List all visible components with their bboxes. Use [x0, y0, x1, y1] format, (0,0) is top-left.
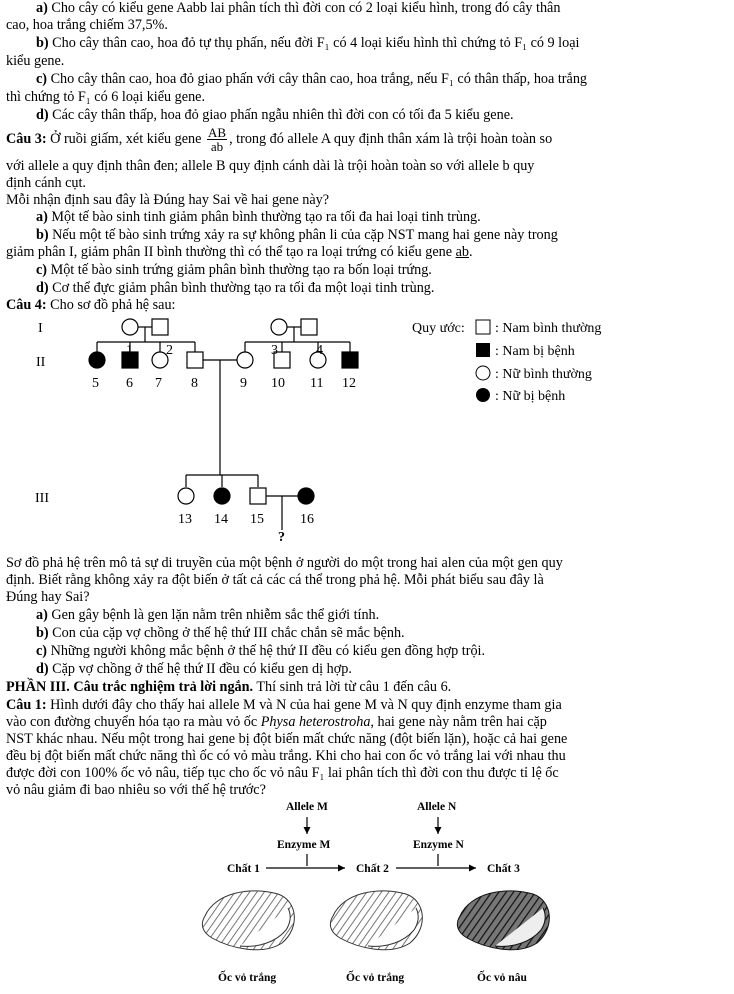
q2-item-c: c) Cho cây thân cao, hoa đỏ giao phấn với cây thân cao, hoa trắng, nếu F₁ có thân thấp, hoa trắng: [36, 71, 588, 87]
q3-line4: Mỗi nhận định sau đây là Đúng hay Sai về hai gene này?: [6, 192, 330, 208]
pedigree-female-1: [122, 319, 138, 335]
q3-line2: với allele a quy định thân đen; allele B quy định cánh dài là trội hoàn toàn so với allele b quy: [6, 158, 535, 174]
svg-text:8: 8: [191, 376, 198, 391]
genotype-fraction: $\frac{AB}{ab}$: [208, 125, 227, 155]
q3-line3: định cánh cụt.: [6, 175, 86, 191]
q4-intro: Câu 4: Cho sơ đồ phả hệ sau:: [6, 297, 176, 313]
chat-2-label: Chất 2: [356, 863, 389, 875]
q2-item-b-cont: kiểu gene.: [6, 53, 65, 69]
q2-item-a: a) Cho cây có kiểu gene Aabb lai phân tích thì đời con có 2 loại kiểu hình, trong đó cây thân: [36, 0, 561, 16]
pedigree-female-14: [214, 488, 230, 504]
q3-item-b-cont: giảm phân I, giảm phân II bình thường thì có thể tạo ra loại trứng có kiểu gene ab.: [6, 244, 473, 260]
svg-text:14: 14: [214, 512, 228, 527]
q3-item-b: b) Nếu một tế bào sinh trứng xảy ra sự không phân li của cặp NST mang hai gene này trong: [36, 227, 558, 243]
q3-item-d: d) Cơ thể đực giảm phân bình thường tạo ra tối đa một loại tinh trùng.: [36, 280, 435, 296]
svg-text:15: 15: [250, 512, 264, 527]
svg-text:1: 1: [126, 343, 133, 358]
svg-text:: Nam bình thường: : Nam bình thường: [495, 321, 602, 336]
q4-desc1: Sơ đồ phả hệ trên mô tả sự di truyền của một bệnh ở người do một trong hai alen của một gen quy: [6, 555, 563, 571]
enzyme-m-label: Enzyme M: [277, 839, 331, 851]
pedigree-female-9: [237, 352, 253, 368]
pedigree-female-5: [89, 352, 105, 368]
part3-q1-line4: đều bị đột biến mất chức năng thì ốc có vỏ màu trắng. Khi cho hai con ốc vỏ trắng lai với nhau thu: [6, 748, 566, 764]
snail-brown-3: [457, 891, 549, 950]
q2-item-b: b) Cho cây thân cao, hoa đỏ tự thụ phấn, nếu đời F₁ có 4 loại kiểu hình thì chứng tỏ F₁ có 9 loại: [36, 35, 580, 51]
snail-2-caption: Ốc vỏ trắng: [346, 972, 405, 984]
pathway-figure: [0, 798, 734, 994]
q4-item-b: b) Con của cặp vợ chồng ở thế hệ thứ III chắc chắn sẽ mắc bệnh.: [36, 625, 405, 641]
svg-text:: Nam bị bệnh: : Nam bị bệnh: [495, 344, 575, 359]
svg-text:2: 2: [166, 343, 173, 358]
svg-text:11: 11: [310, 376, 324, 391]
chat-1-label: Chất 1: [227, 863, 260, 875]
q4-desc2: định. Biết rằng không xảy ra đột biến ở tất cả các cá thể trong phả hệ. Mỗi phát biểu sau đây là: [6, 572, 544, 588]
pedigree-male-4: [301, 319, 317, 335]
part3-heading: PHẦN III. Câu trắc nghiệm trả lời ngắn. Thí sinh trả lời từ câu 1 đến câu 6.: [6, 679, 452, 695]
q4-item-a: a) Gen gây bệnh là gen lặn nằm trên nhiễm sắc thể giới tính.: [36, 607, 380, 623]
part3-q1-line5: được đời con 100% ốc vỏ nâu, tiếp tục cho ốc vỏ nâu F₁ lai phân tích thì đời con thu được tỉ lệ ốc: [6, 765, 559, 781]
svg-text:4: 4: [316, 343, 323, 358]
q4-desc3: Đúng hay Sai?: [6, 589, 90, 605]
pedigree-female-16: [298, 488, 314, 504]
unknown-question-mark: ?: [278, 530, 285, 545]
legend-title: Quy ước:: [412, 321, 465, 336]
part3-q1-line1: Câu 1: Hình dưới đây cho thấy hai allele M và N của hai gene M và N quy định enzyme tham gia: [6, 697, 562, 713]
pedigree-female-3: [271, 319, 287, 335]
svg-text:6: 6: [126, 376, 133, 391]
snail-3-caption: Ốc vỏ nâu: [477, 972, 527, 984]
q2-item-a-cont: cao, hoa trắng chiếm 37,5%.: [6, 17, 168, 33]
snail-white-2: [330, 891, 422, 950]
svg-text:9: 9: [240, 376, 247, 391]
svg-text:: Nữ bình thường: : Nữ bình thường: [495, 367, 592, 382]
snail-1-caption: Ốc vỏ trắng: [218, 972, 277, 984]
svg-text:5: 5: [92, 376, 99, 391]
gen-label-iii: III: [35, 491, 49, 506]
svg-text:10: 10: [271, 376, 285, 391]
q3-item-c: c) Một tế bào sinh trứng giảm phân bình thường tạo ra bốn loại trứng.: [36, 262, 432, 278]
pedigree-chart: [0, 310, 734, 550]
pedigree-male-8: [187, 352, 203, 368]
svg-text:: Nữ bị bệnh: : Nữ bị bệnh: [495, 389, 566, 404]
svg-text:13: 13: [178, 512, 192, 527]
q3-item-a: a) Một tế bào sinh tinh giảm phân bình thường tạo ra tối đa hai loại tinh trùng.: [36, 209, 481, 225]
q2-item-c-cont: thì chứng tỏ F₁ có 6 loại kiểu gene.: [6, 89, 206, 105]
gen-label-ii: II: [36, 355, 46, 370]
svg-text:7: 7: [155, 376, 162, 391]
svg-text:12: 12: [342, 376, 356, 391]
enzyme-n-label: Enzyme N: [413, 839, 464, 851]
q4-item-c: c) Những người không mắc bệnh ở thế hệ thứ II đều có kiểu gen đồng hợp trội.: [36, 643, 486, 659]
gen-label-i: I: [38, 321, 43, 336]
part3-q1-line3: NST khác nhau. Nếu một trong hai gene bị đột biến mất chức năng (đột biến lặn), hoặc cả hai gene: [6, 731, 568, 747]
chat-3-label: Chất 3: [487, 863, 520, 875]
pedigree-male-2: [152, 319, 168, 335]
svg-text:3: 3: [271, 343, 278, 358]
svg-text:16: 16: [300, 512, 314, 527]
pedigree-male-12: [342, 352, 358, 368]
q3-intro: Câu 3: Ở ruồi giấm, xét kiểu gene $\frac{AB}{ab}$ , trong đó allele A quy định thân xám là trội hoàn toàn so: [6, 125, 553, 155]
pedigree-male-15: [250, 488, 266, 504]
allele-m-label: Allele M: [286, 801, 328, 813]
q2-item-d: d) Các cây thân thấp, hoa đỏ giao phấn ngẫu nhiên thì đời con có tối đa 5 kiểu gene.: [36, 107, 514, 123]
part3-q1-line6: vỏ nâu giảm đi bao nhiêu so với thế hệ trước?: [6, 782, 266, 798]
part3-q1-line2: vào con đường chuyển hóa tạo ra màu vỏ ốc Physa heterostroha, hai gene này nằm trên hai cặp: [6, 714, 547, 730]
pedigree-female-13: [178, 488, 194, 504]
allele-n-label: Allele N: [417, 801, 457, 813]
snail-white-1: [202, 891, 294, 950]
q4-item-d: d) Cặp vợ chồng ở thế hệ thứ II đều có kiểu gen dị hợp.: [36, 661, 352, 677]
